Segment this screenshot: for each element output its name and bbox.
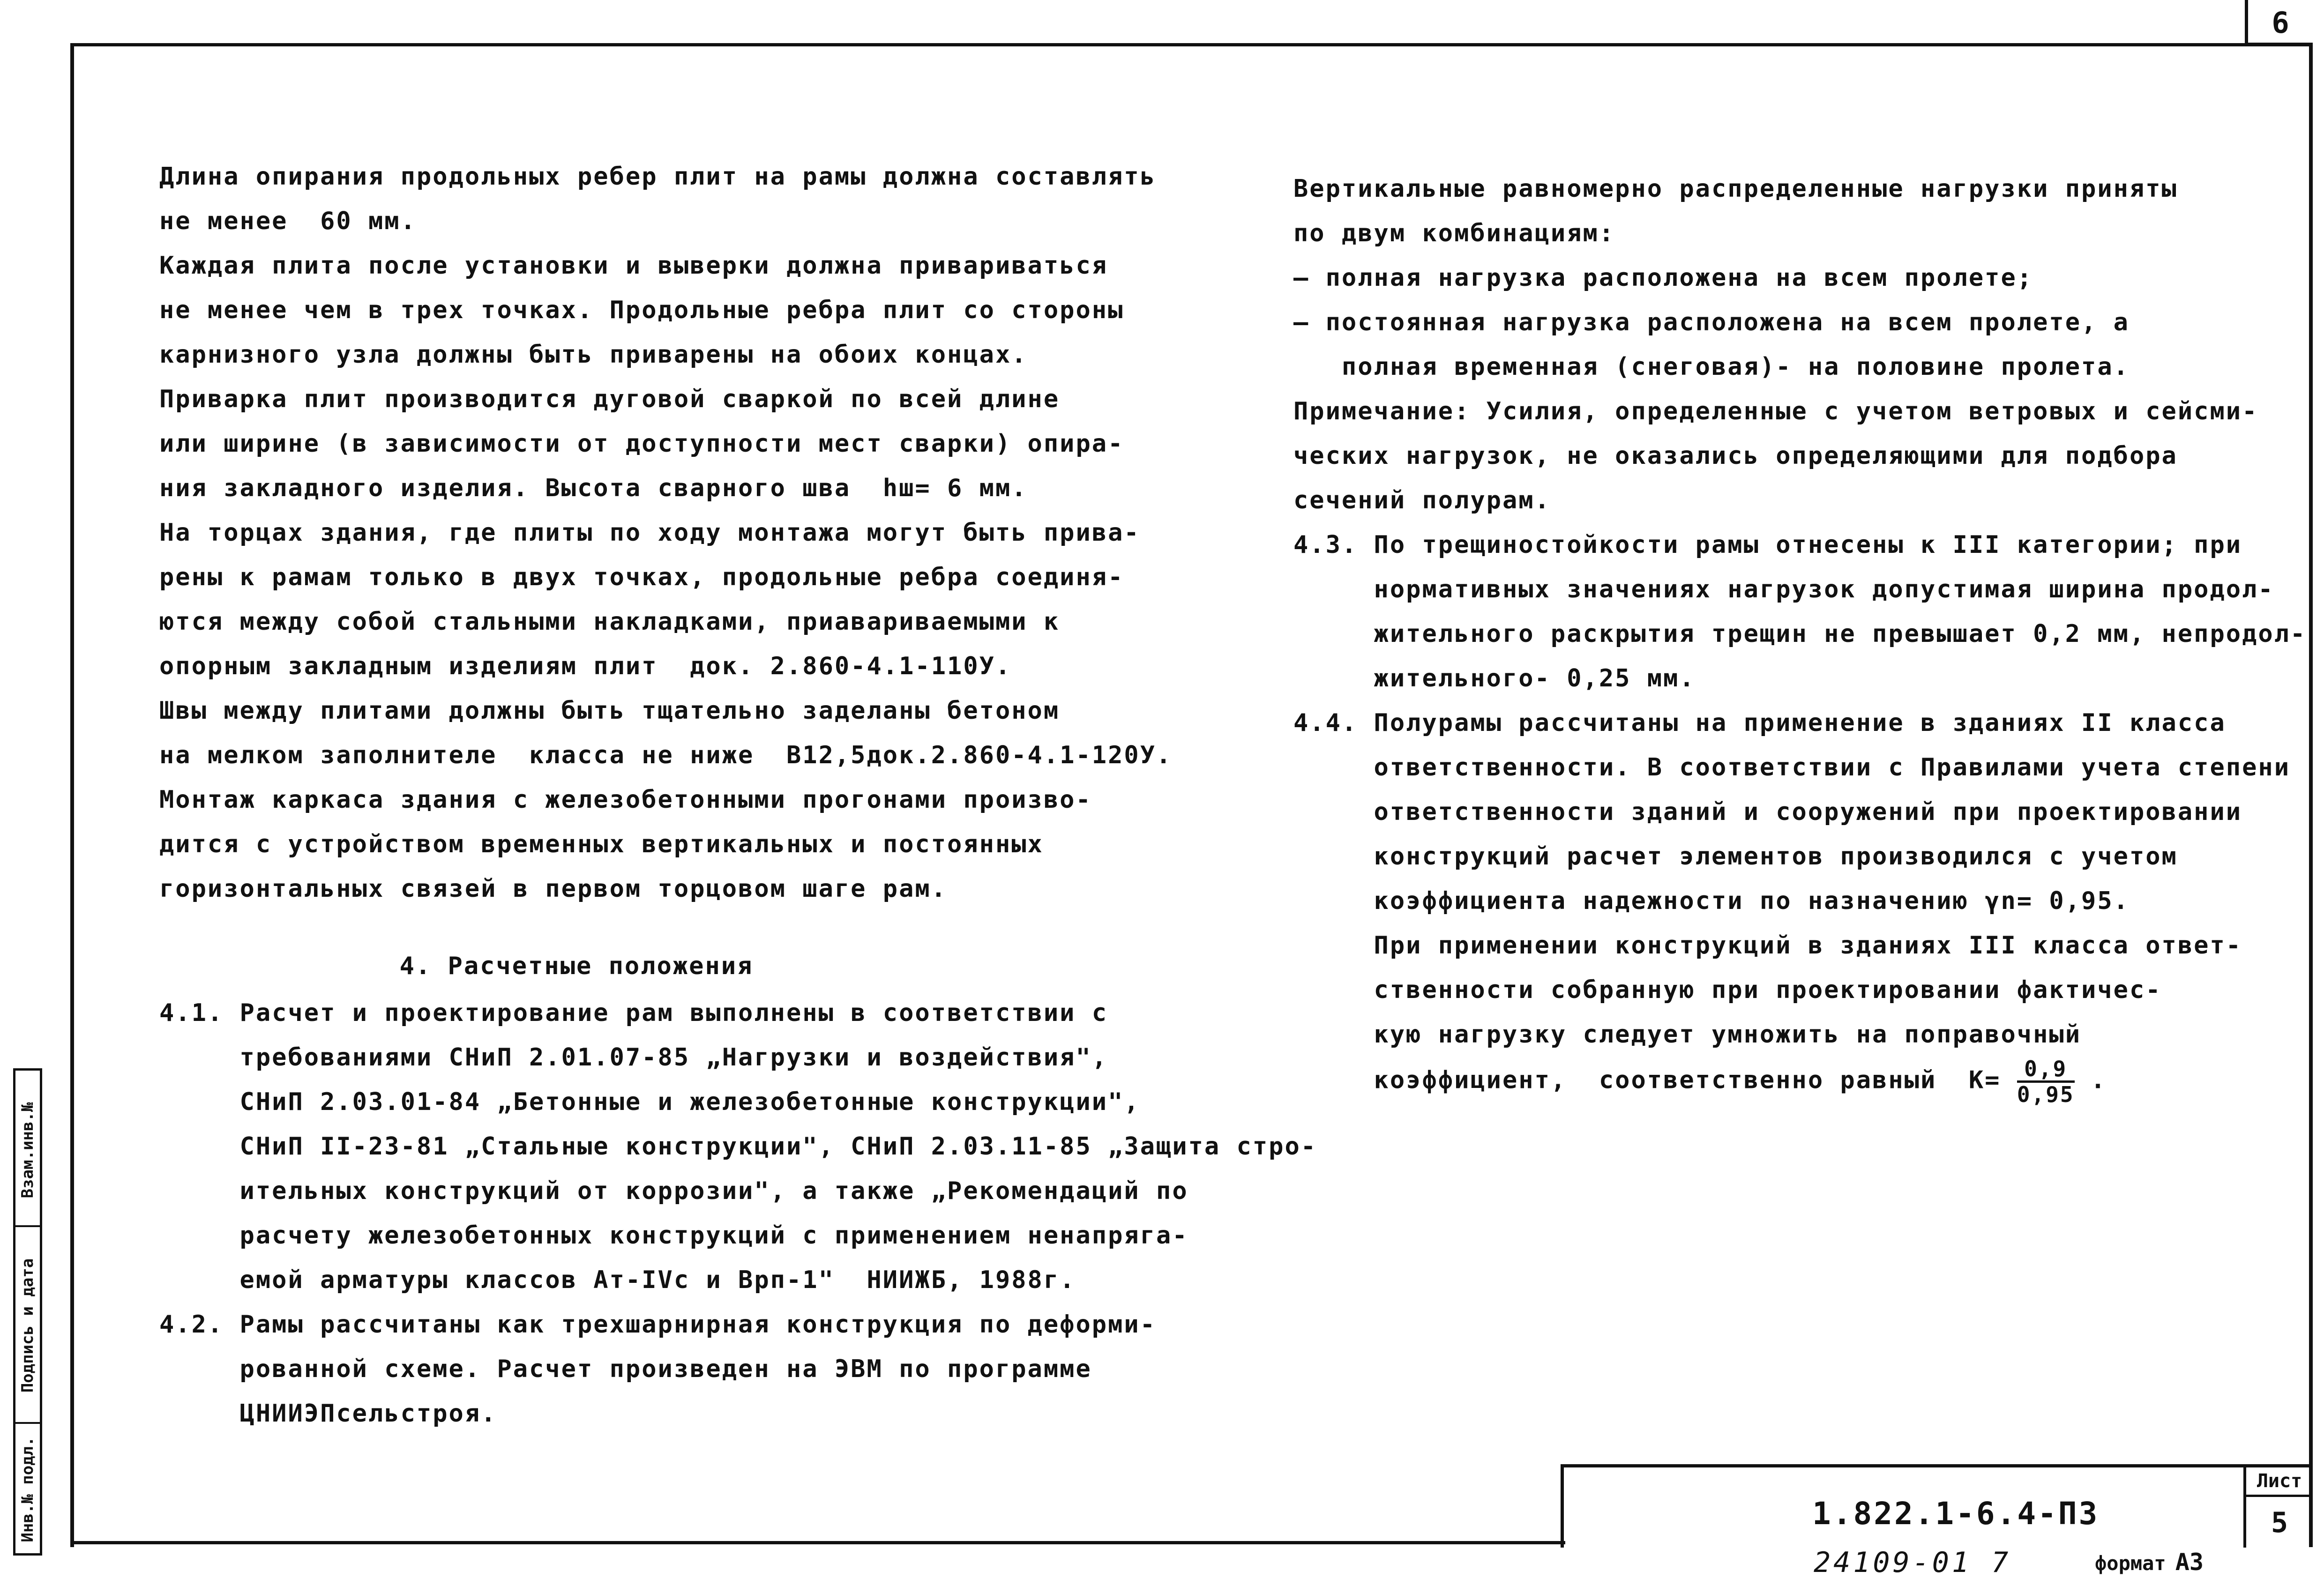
text-line: жительного раскрытия трещин не превышает 0,2 мм, непродол-: [1293, 620, 2307, 648]
page-number: 6: [2245, 0, 2313, 46]
text-line: сечений полурам.: [1293, 486, 1551, 514]
text-line: ния закладного изделия. Высота сварного шва hш= 6 мм.: [159, 474, 1028, 502]
side-cell-replace-inv: [15, 1071, 40, 1225]
text-line: 4.2. Рамы рассчитаны как трехшарнирная конструкция по деформи-: [159, 1310, 1157, 1339]
document-designation: 1.822.1-6.4-ПЗ: [1812, 1496, 2100, 1532]
text-line: требованиями СНиП 2.01.07-85 „Нагрузки и воздействия",: [159, 1043, 1108, 1072]
side-label-signature: Подпись и дата: [18, 1258, 37, 1393]
text-line: дится с устройством временных вертикальных и постоянных: [159, 830, 1044, 858]
text-line: конструкций расчет элементов производился с учетом: [1293, 842, 2178, 871]
fraction-numerator: 0,9: [2017, 1057, 2075, 1083]
text-line: — постоянная нагрузка расположена на всем пролете, а: [1293, 308, 2130, 336]
text-line: — полная нагрузка расположена на всем пролете;: [1293, 264, 2033, 292]
text-line: рованной схеме. Расчет произведен на ЭВМ по программе: [159, 1355, 1092, 1383]
text-line: Монтаж каркаса здания с железобетонными прогонами произво-: [159, 786, 1092, 814]
text-line: коэффициента надежности по назначению γn= 0,95.: [1293, 887, 2130, 915]
text-line: опорным закладным изделиям плит док. 2.860-4.1-110У.: [159, 652, 1012, 680]
side-cell-signature: [15, 1225, 40, 1424]
coefficient-line: [1293, 1057, 2287, 1106]
text-line: ются между собой стальными накладками, приавариваемыми к: [159, 608, 1060, 636]
coefficient-prefix: коэффициент, соответственно равный К=: [1293, 1066, 2001, 1095]
fraction-denominator: 0,95: [2017, 1082, 2075, 1107]
coefficient-fraction: [2017, 1057, 2075, 1106]
text-line: полная временная (снеговая)- на половине пролета.: [1293, 353, 2130, 381]
text-line: нормативных значениях нагрузок допустимая ширина продол-: [1293, 575, 2274, 603]
sheet-cell: [2243, 1467, 2313, 1548]
text-line: СНиП II-23-81 „Стальные конструкции", СНиП 2.03.11-85 „Защита стро-: [159, 1132, 1317, 1161]
format-value: А3: [2175, 1549, 2204, 1576]
sheet-label: Лист: [2246, 1467, 2313, 1497]
text-line: На торцах здания, где плиты по ходу монтажа могут быть прива-: [159, 519, 1140, 547]
text-line: на мелком заполнителе класса не ниже В12,5док.2.860-4.1-120У.: [159, 741, 1173, 769]
text-line: При применении конструкций в зданиях III класса ответ-: [1293, 931, 2242, 960]
text-line: Примечание: Усилия, определенные с учетом ветровых и сейсми-: [1293, 397, 2258, 425]
frame-bottom-line: [70, 1541, 1565, 1544]
text-line: расчету железобетонных конструкций с применением ненапряга-: [159, 1221, 1188, 1250]
text-line: емой арматуры классов Ат-IVс и Врп-1" НИИЖБ, 1988г.: [159, 1266, 1076, 1294]
side-label-orig-inv: Инв.№ подл.: [18, 1437, 37, 1542]
text-line: не менее 60 мм.: [159, 207, 417, 235]
coefficient-suffix: .: [2090, 1066, 2107, 1095]
text-line: ЦНИИЭПсельстроя.: [159, 1400, 497, 1428]
text-line: СНиП 2.03.01-84 „Бетонные и железобетонные конструкции",: [159, 1088, 1140, 1116]
text-line: ческих нагрузок, не оказались определяющими для подбора: [1293, 442, 2178, 470]
text-line: горизонтальных связей в первом торцовом шаге рам.: [159, 875, 948, 903]
text-line: Длина опирания продольных ребер плит на рамы должна составлять: [159, 163, 1157, 191]
text-line: Вертикальные равномерно распределенные нагрузки приняты: [1293, 175, 2178, 203]
text-line: по двум комбинациям:: [1293, 219, 1615, 247]
text-line: 4.1. Расчет и проектирование рам выполнены в соответствии с: [159, 999, 1108, 1027]
text-line: 4.4. Полурамы рассчитаны на применение в зданиях II класса: [1293, 709, 2226, 737]
text-line: кую нагрузку следует умножить на поправочный: [1293, 1020, 2082, 1049]
text-line: 4.3. По трещиностойкости рамы отнесены к III категории; при: [1293, 531, 2242, 559]
text-line: Каждая плита после установки и выверки должна привариваться: [159, 252, 1108, 280]
text-line: ответственности зданий и сооружений при проектировании: [1293, 798, 2242, 826]
text-line: ительных конструкций от коррозии", а также „Рекомендаций по: [159, 1177, 1188, 1205]
right-column: [1293, 167, 2307, 1107]
section-heading: 4. Расчетные положения: [399, 952, 754, 980]
text-line: или ширине (в зависимости от доступности мест сварки) опира-: [159, 430, 1124, 458]
text-line: не менее чем в трех точках. Продольные ребра плит со стороны: [159, 296, 1124, 324]
side-cell-orig-inv: [15, 1422, 40, 1555]
title-block: [1561, 1464, 2313, 1548]
text-line: Приварка плит производится дуговой сваркой по всей длине: [159, 385, 1060, 413]
inventory-number: 24109-01 7: [1814, 1546, 2011, 1579]
text-line: ответственности. В соответствии с Правилами учета степени: [1293, 753, 2291, 782]
text-line: Швы между плитами должны быть тщательно заделаны бетоном: [159, 697, 1060, 725]
sheet-number: 5: [2271, 1506, 2288, 1539]
format-note: [2095, 1549, 2204, 1576]
format-label: формат: [2095, 1552, 2166, 1575]
text-line: ственности собранную при проектировании фактичес-: [1293, 976, 2162, 1004]
left-column: [159, 155, 1317, 1436]
text-line: жительного- 0,25 мм.: [1293, 664, 1696, 692]
side-stamp: [13, 1068, 42, 1556]
side-label-replace-inv: Взам.инв.№: [18, 1102, 37, 1199]
text-line: карнизного узла должны быть приварены на обоих концах.: [159, 341, 1028, 369]
text-line: рены к рамам только в двух точках, продольные ребра соединя-: [159, 563, 1124, 591]
